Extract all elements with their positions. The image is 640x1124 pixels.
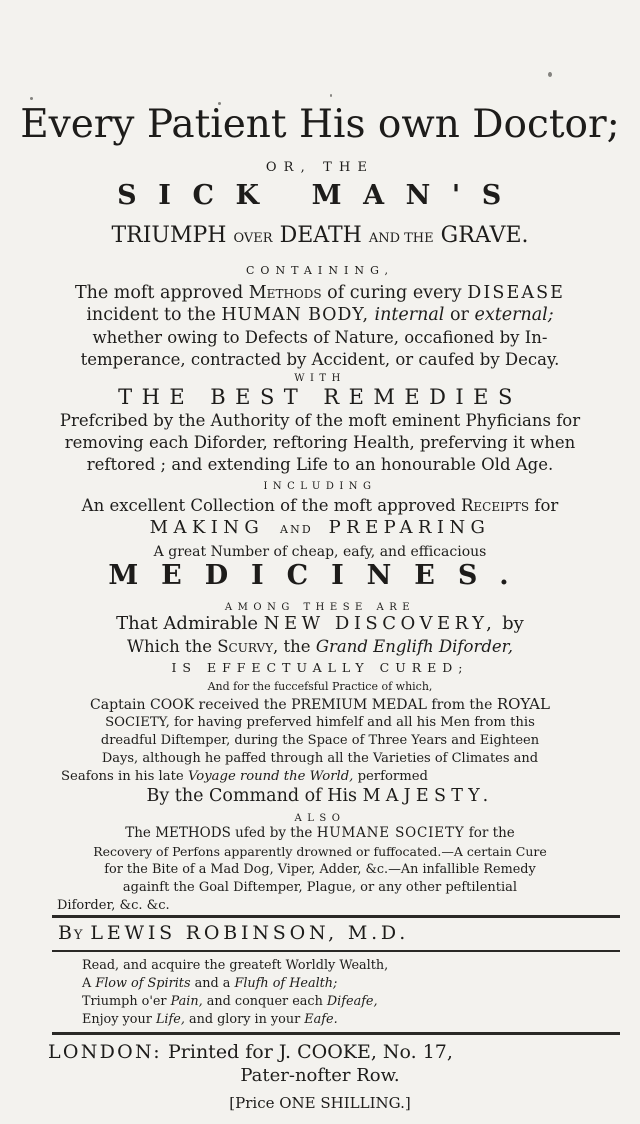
imprint-city: LONDON:: [48, 1041, 162, 1063]
author-line: [58, 921, 628, 945]
imprint-printer: Printed for J. COOKE, No. 17,: [168, 1041, 453, 1063]
disease-word: DISEASE: [467, 283, 566, 303]
methods-line-2: [0, 305, 640, 326]
author-by: By: [58, 922, 85, 944]
scurvy-text: Which the: [126, 637, 212, 656]
cured-line: IS EFFECTUALLY CURED;: [171, 660, 469, 675]
humane-text: The: [125, 825, 151, 841]
imprint-street: Pater-nofter Row.: [240, 1065, 400, 1086]
external-word: external;: [474, 305, 554, 325]
author-name: LEWIS ROBINSON, M.D.: [90, 922, 410, 944]
verse-text: Triumph o'er: [82, 994, 167, 1009]
cook-line-1: And for the fuccefsful Practice of which,: [207, 680, 433, 693]
humane-text: ufed by the: [235, 825, 313, 841]
voyage-round-world: Voyage round the World,: [187, 769, 354, 784]
price-line: [Price ONE SHILLING.]: [229, 1094, 411, 1112]
containing-label: CONTAINING,: [245, 264, 395, 277]
majesty-word: MAJESTY.: [362, 786, 494, 806]
making-word: MAKING: [149, 517, 265, 538]
divider-rule: [52, 1032, 620, 1035]
main-title: Every Patient His own Doctor;: [20, 102, 620, 147]
cook-line-4: dreadful Diftemper, during the Space of Three Years and Eighteen: [100, 733, 540, 748]
disease-word-verse: Difeafe,: [326, 994, 378, 1009]
best-remedies-heading: THE BEST REMEDIES: [118, 385, 522, 409]
ink-speck: [548, 72, 552, 77]
methods-line-1: [0, 283, 640, 304]
cook-text: Seafons in his late: [61, 769, 184, 784]
title-sick-man: SICK MAN'S: [117, 180, 523, 211]
royal-word: ROYAL: [496, 695, 550, 713]
flow-of-spirits: Flow of Spirits: [95, 976, 191, 991]
cook-text: performed: [357, 769, 428, 784]
scurvy-line-2: [0, 636, 640, 657]
imprint-line: [48, 1040, 628, 1064]
cook-line-3: SOCIETY, for having preferved himfelf and all his Men from this: [105, 715, 535, 730]
collection-line-3: A great Number of cheap, eafy, and efficacious: [153, 544, 487, 560]
verse-text: and conquer each: [206, 994, 323, 1009]
verse-text: and glory in your: [188, 1012, 301, 1027]
title-over: OVER: [233, 231, 273, 246]
pain-word: Pain,: [170, 994, 203, 1009]
ease-word: Eafe.: [304, 1012, 338, 1027]
and-word: AND: [279, 523, 313, 536]
remedies-line-1: Prefcribed by the Authority of the moft eminent Phyficians for: [59, 411, 581, 430]
cook-text: By the Command of His: [146, 786, 358, 806]
title-triumph-word: TRIUMPH: [111, 223, 227, 248]
with-label: WITH: [294, 373, 346, 384]
among-label: AMONG THESE ARE: [224, 602, 416, 613]
humane-line-5: Diforder, &c. &c.: [57, 898, 170, 913]
cook-line-7: [0, 786, 640, 807]
human-body-word: HUMAN BODY,: [221, 305, 369, 325]
humane-line-1: [0, 825, 640, 842]
humane-line-2: Recovery of Perfons apparently drowned or fuffocated.—A certain Cure: [93, 844, 547, 859]
humane-line-3: for the Bite of a Mad Dog, Viper, Adder, &c.—An infallible Remedy: [104, 862, 536, 877]
collection-text: An excellent Collection of the moft approved: [81, 496, 456, 515]
verse-line-4: [82, 1011, 622, 1028]
title-and-the: AND THE: [368, 231, 434, 246]
divider-rule: [52, 950, 620, 952]
humane-line-4: againft the Goal Diftemper, Plague, or any other peftilential: [122, 880, 518, 895]
methods-line-4: temperance, contracted by Accident, or caufed by Decay.: [80, 350, 560, 369]
ink-speck: [30, 97, 33, 100]
title-or-the: OR, THE: [265, 160, 375, 175]
methods-caps: METHODS: [155, 825, 231, 841]
cook-line-6: [61, 768, 621, 785]
methods-text: incident to the: [86, 305, 216, 325]
methods-line-3: whether owing to Defects of Nature, occafioned by In-: [92, 328, 548, 347]
collection-line-1: [0, 495, 640, 516]
title-grave: GRAVE.: [440, 223, 529, 248]
humane-text: for the: [468, 825, 515, 841]
including-label: INCLUDING: [263, 481, 377, 492]
title-death: DEATH: [279, 223, 362, 248]
verse-line-3: [82, 993, 622, 1010]
title-triumph: [0, 223, 640, 252]
divider-rule: [52, 915, 620, 918]
collection-text: for: [534, 496, 559, 515]
remedies-line-2: removing each Diforder, reftoring Health, preferving it when: [64, 433, 576, 452]
methods-word: Methods: [248, 283, 322, 303]
remedies-line-3: reftored ; and extending Life to an honourable Old Age.: [86, 455, 554, 474]
new-discovery-word: NEW DISCOVERY,: [263, 613, 497, 634]
also-label: ALSO: [294, 813, 346, 824]
methods-text: The moft approved: [74, 283, 244, 303]
receipts-word: Receipts: [460, 496, 530, 515]
flush-of-health: Flufh of Health;: [234, 976, 338, 991]
verse-text: A: [82, 976, 92, 991]
medicines-heading: MEDICINES.: [108, 560, 532, 591]
methods-text: of curing every: [327, 283, 462, 303]
preparing-word: PREPARING: [328, 517, 491, 538]
internal-word: internal: [374, 305, 445, 325]
verse-line-2: [82, 975, 622, 992]
scurvy-text: by: [502, 613, 524, 634]
life-word: Life,: [155, 1012, 185, 1027]
grand-english-disorder: Grand Englifh Diforder,: [315, 637, 513, 656]
scurvy-text: That Admirable: [116, 613, 259, 634]
cook-text: Captain COOK received the PREMIUM MEDAL from the: [90, 697, 493, 713]
scurvy-text: the: [283, 637, 311, 656]
humane-society-word: HUMANE SOCIETY: [316, 825, 465, 841]
verse-text: Enjoy your: [82, 1012, 152, 1027]
verse-text: and a: [194, 976, 231, 991]
methods-text: or: [449, 305, 469, 325]
collection-line-2: [0, 517, 640, 541]
scurvy-word: Scurvy,: [217, 637, 279, 656]
cook-line-2: [0, 695, 640, 714]
scurvy-line-1: [0, 613, 640, 635]
cook-line-5: Days, although he paffed through all the Varieties of Climates and: [101, 751, 539, 766]
ink-speck: [330, 94, 332, 97]
verse-line-1: Read, and acquire the greateft Worldly Wealth,: [82, 958, 389, 973]
